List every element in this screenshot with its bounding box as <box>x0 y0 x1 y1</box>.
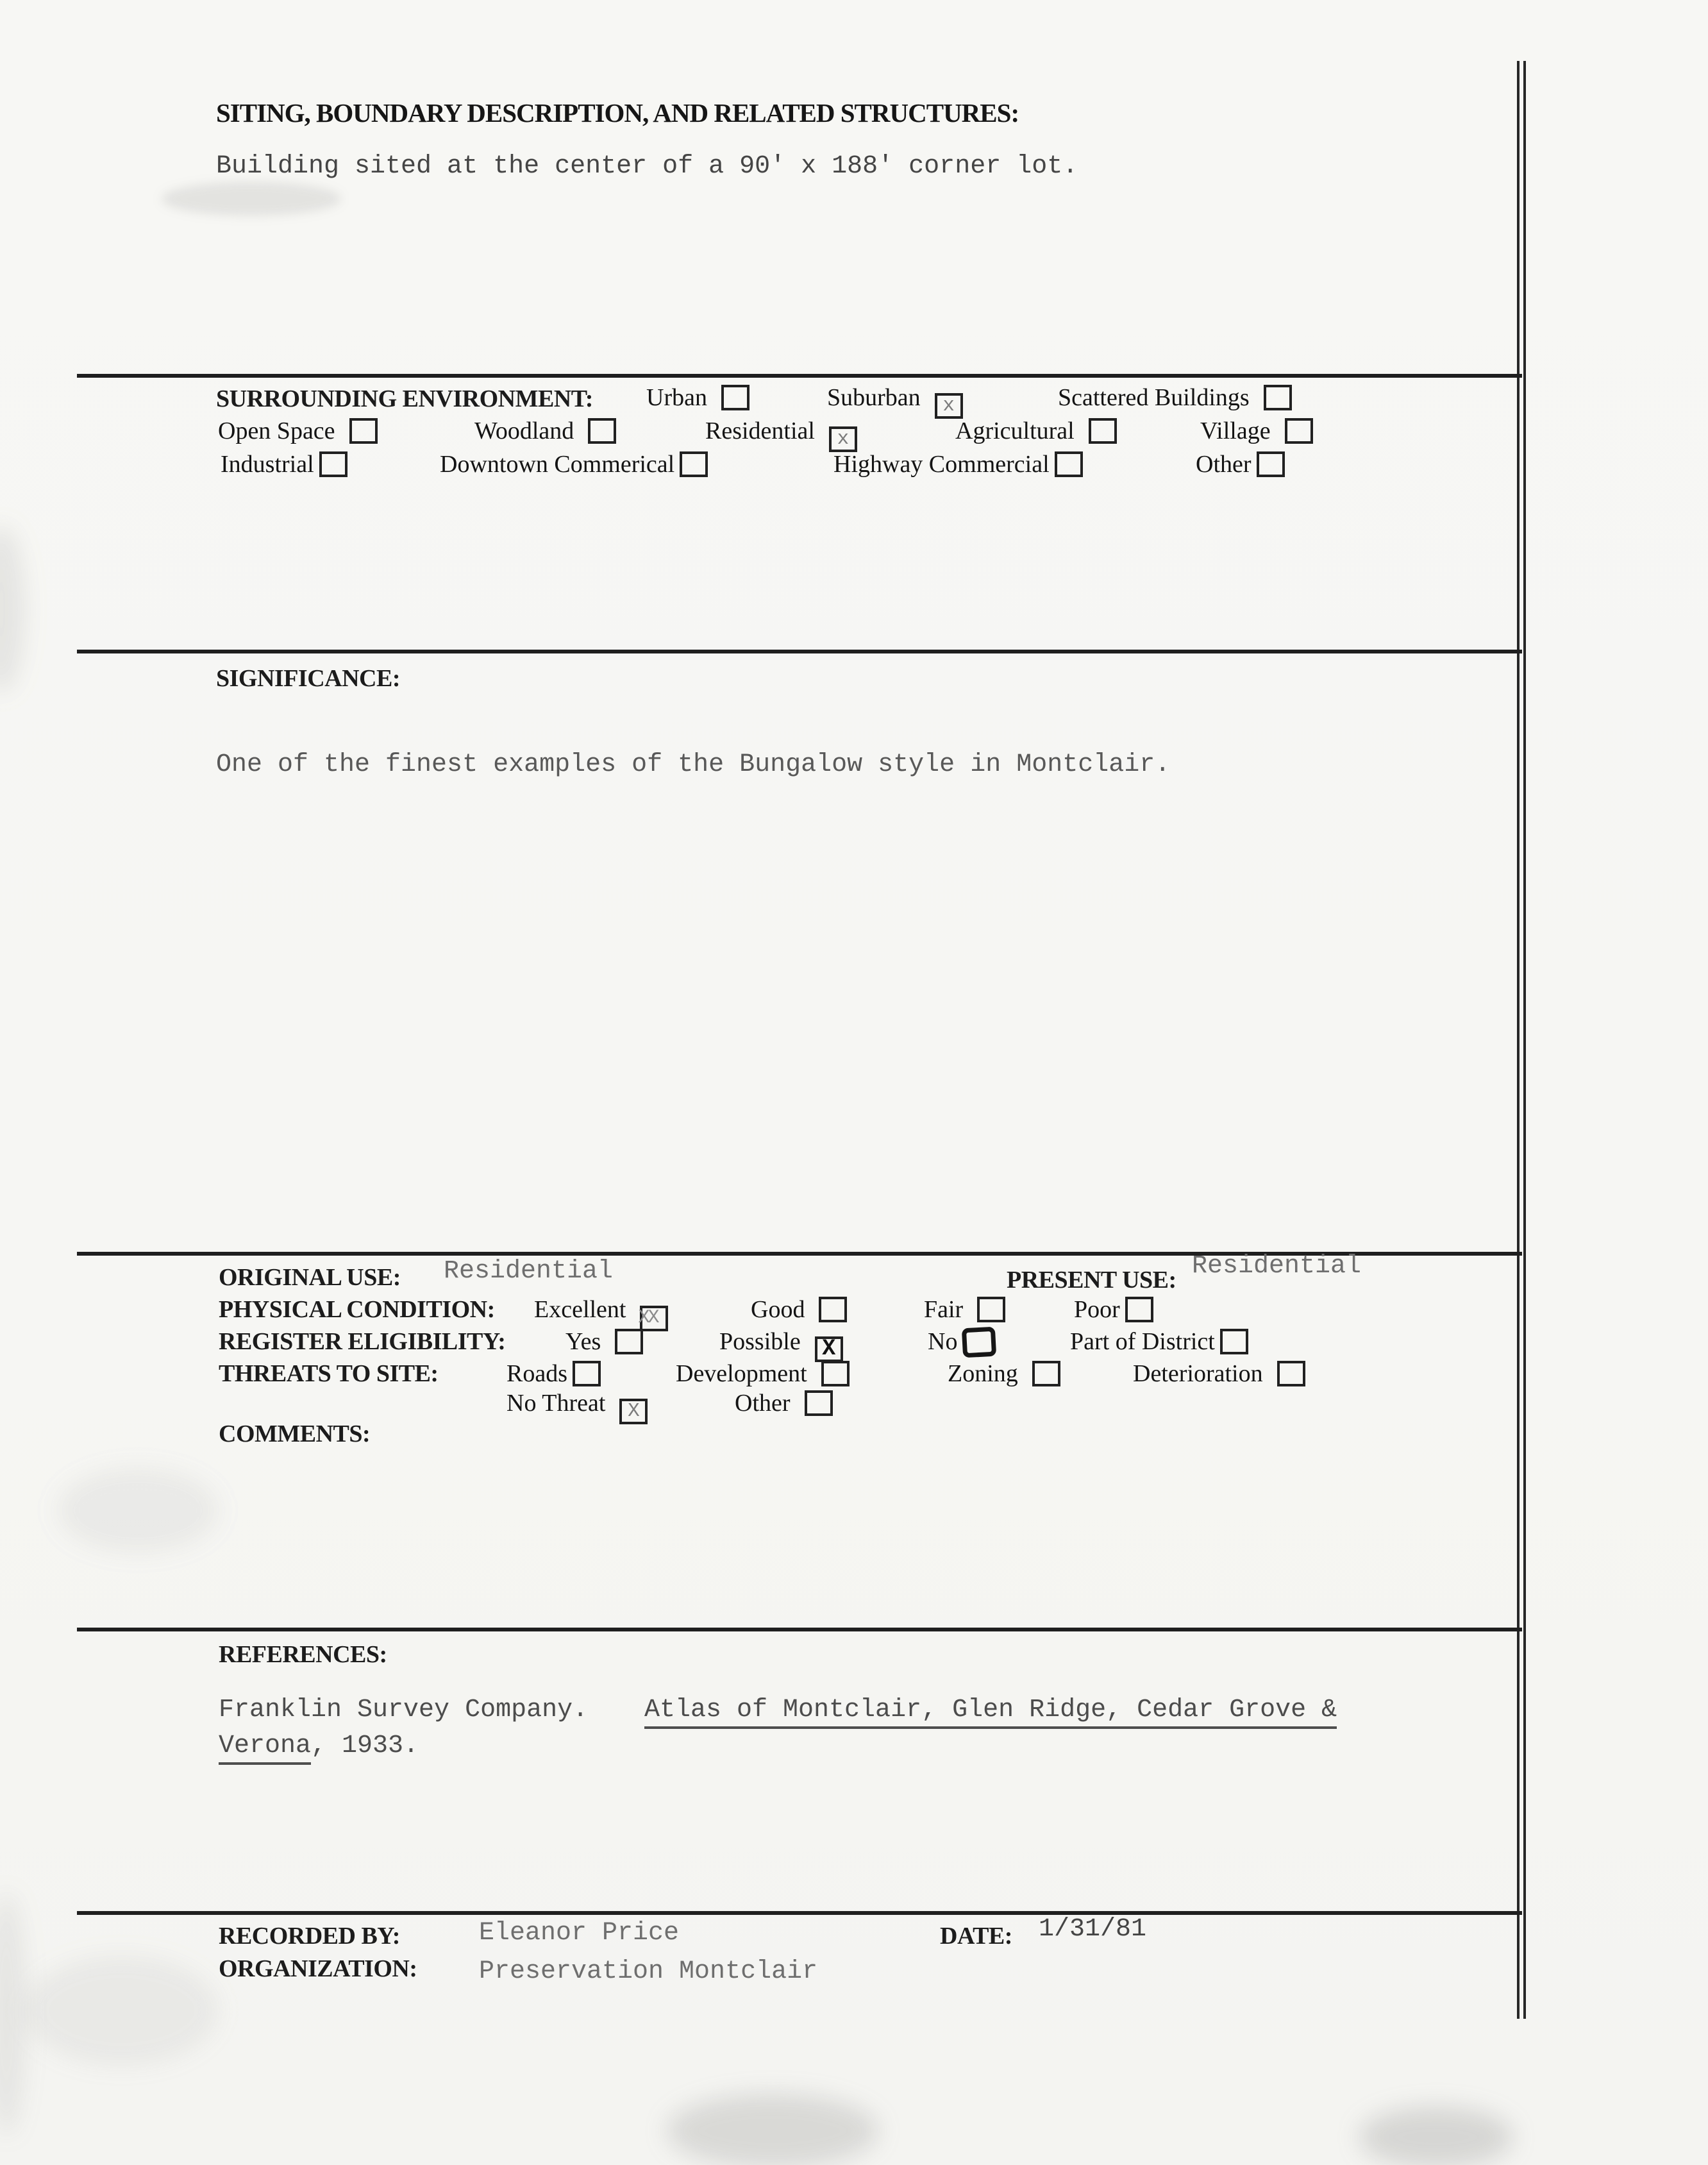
surrounding-heading: SURROUNDING ENVIRONMENT: <box>216 385 593 412</box>
checkbox-icon <box>721 385 749 410</box>
option-open-space <box>218 417 378 445</box>
scan-smudge <box>1359 2107 1513 2165</box>
option-development <box>676 1360 850 1388</box>
option-label: Deterioration <box>1133 1360 1263 1387</box>
citation-line2 <box>219 1731 419 1760</box>
checkbox-checked-icon: x <box>935 393 963 419</box>
present-use-value: Residential <box>1192 1252 1362 1281</box>
option-label: Excellent <box>534 1296 626 1323</box>
option-urban <box>646 383 749 412</box>
page-edge-rule <box>1517 61 1520 2019</box>
option-label: Roads <box>507 1360 567 1387</box>
option-excellent <box>534 1295 668 1331</box>
option-other-environment <box>1196 450 1285 478</box>
checkbox-icon <box>1257 451 1285 477</box>
option-woodland <box>474 417 616 445</box>
option-label: Zoning <box>948 1360 1018 1387</box>
checkbox-icon <box>1032 1361 1060 1386</box>
present-use-label: PRESENT USE: <box>1007 1267 1176 1293</box>
option-zoning <box>948 1360 1060 1388</box>
checkbox-icon <box>977 1297 1005 1322</box>
comments-label: COMMENTS: <box>219 1420 371 1447</box>
option-possible <box>719 1327 843 1362</box>
siting-heading: SITING, BOUNDARY DESCRIPTION, AND RELATED STRUCTURES: <box>216 98 1019 128</box>
option-label: Industrial <box>221 451 314 478</box>
organization-value: Preservation Montclair <box>479 1957 818 1986</box>
option-label: Other <box>1196 451 1252 478</box>
checkbox-icon <box>1089 418 1117 444</box>
section-divider <box>77 374 1522 378</box>
option-deterioration <box>1133 1360 1305 1388</box>
checkbox-icon <box>1264 385 1292 410</box>
citation-author: Franklin Survey Company. <box>219 1696 589 1724</box>
citation-title-line2: Verona <box>219 1731 311 1765</box>
checkbox-checked-icon: X <box>619 1399 648 1424</box>
option-industrial <box>221 450 347 478</box>
checkbox-icon <box>1125 1297 1153 1322</box>
option-residential <box>705 417 857 452</box>
references-heading: REFERENCES: <box>219 1641 387 1668</box>
scan-smudge <box>0 1892 26 2136</box>
scan-smudge <box>58 1469 218 1552</box>
option-no-threat <box>507 1389 648 1424</box>
option-village <box>1200 417 1313 445</box>
organization-label: ORGANIZATION: <box>219 1955 417 1982</box>
checkbox-icon <box>615 1329 643 1354</box>
citation-suffix: , 1933. <box>311 1731 419 1760</box>
option-label: Open Space <box>218 417 335 444</box>
option-label: Possible <box>719 1328 801 1355</box>
option-label: Suburban <box>827 384 921 411</box>
checkbox-icon <box>1055 451 1083 477</box>
option-label: No <box>928 1328 958 1355</box>
option-label: Part of District <box>1070 1328 1215 1355</box>
recorded-by-value: Eleanor Price <box>479 1919 680 1948</box>
checkbox-icon <box>588 418 616 444</box>
checkbox-icon <box>821 1361 850 1386</box>
option-label: Poor <box>1074 1296 1120 1323</box>
scan-smudge <box>162 182 341 215</box>
date-value: 1/31/81 <box>1039 1915 1147 1944</box>
checkbox-checked-icon: XX <box>640 1306 668 1331</box>
checkbox-icon <box>573 1361 601 1386</box>
date-label: DATE: <box>940 1923 1012 1950</box>
option-label: Woodland <box>474 417 574 444</box>
option-label: Downtown Commerical <box>440 451 675 478</box>
citation-title-line1: Atlas of Montclair, Glen Ridge, Cedar Grove & <box>644 1696 1337 1729</box>
original-use-value: Residential <box>444 1257 614 1286</box>
option-suburban <box>827 383 963 419</box>
option-label: Highway Commercial <box>833 451 1050 478</box>
option-label: Urban <box>646 384 707 411</box>
section-divider <box>77 650 1522 653</box>
checkbox-icon <box>319 451 347 477</box>
option-scattered-buildings <box>1058 383 1292 412</box>
option-label: Other <box>735 1390 791 1417</box>
checkbox-annotated-icon <box>962 1327 996 1358</box>
option-label: Fair <box>924 1296 964 1323</box>
option-label: Good <box>751 1296 805 1323</box>
option-roads <box>507 1360 601 1388</box>
checkbox-checked-icon: x <box>829 426 857 452</box>
section-divider <box>77 1628 1522 1631</box>
significance-entry: One of the finest examples of the Bungalow style in Montclair. <box>216 750 1171 779</box>
checkbox-checked-icon: X <box>815 1336 843 1362</box>
original-use-label: ORIGINAL USE: <box>219 1264 401 1291</box>
option-downtown-commerical <box>440 450 708 478</box>
option-label: Yes <box>565 1328 601 1355</box>
option-label: Residential <box>705 417 815 444</box>
option-label: No Threat <box>507 1390 606 1417</box>
option-highway-commercial <box>833 450 1083 478</box>
significance-heading: SIGNIFICANCE: <box>216 665 400 692</box>
option-no <box>928 1327 996 1357</box>
checkbox-icon <box>819 1297 847 1322</box>
option-fair <box>924 1295 1005 1324</box>
siting-entry: Building sited at the center of a 90' x 188' corner lot. <box>216 152 1078 181</box>
page-edge-rule <box>1523 61 1526 2019</box>
scan-smudge <box>26 1956 218 2065</box>
threats-label: THREATS TO SITE: <box>219 1360 439 1387</box>
option-part-of-district <box>1070 1327 1248 1356</box>
checkbox-icon <box>1220 1329 1248 1354</box>
checkbox-icon <box>1277 1361 1305 1386</box>
checkbox-icon <box>680 451 708 477</box>
checkbox-icon <box>1285 418 1313 444</box>
option-label: Agricultural <box>955 417 1075 444</box>
option-label: Village <box>1200 417 1271 444</box>
scan-smudge <box>0 526 24 693</box>
scan-smudge <box>667 2094 878 2165</box>
option-label: Scattered Buildings <box>1058 384 1250 411</box>
option-label: Development <box>676 1360 807 1387</box>
register-eligibility-label: REGISTER ELIGIBILITY: <box>219 1328 506 1355</box>
option-yes <box>565 1327 643 1356</box>
option-poor <box>1074 1295 1153 1324</box>
physical-condition-label: PHYSICAL CONDITION: <box>219 1296 495 1323</box>
option-other-threat <box>735 1389 833 1417</box>
recorded-by-label: RECORDED BY: <box>219 1923 400 1950</box>
checkbox-icon <box>349 418 378 444</box>
checkbox-icon <box>805 1390 833 1416</box>
option-good <box>751 1295 847 1324</box>
option-agricultural <box>955 417 1117 445</box>
section-divider <box>77 1911 1522 1915</box>
